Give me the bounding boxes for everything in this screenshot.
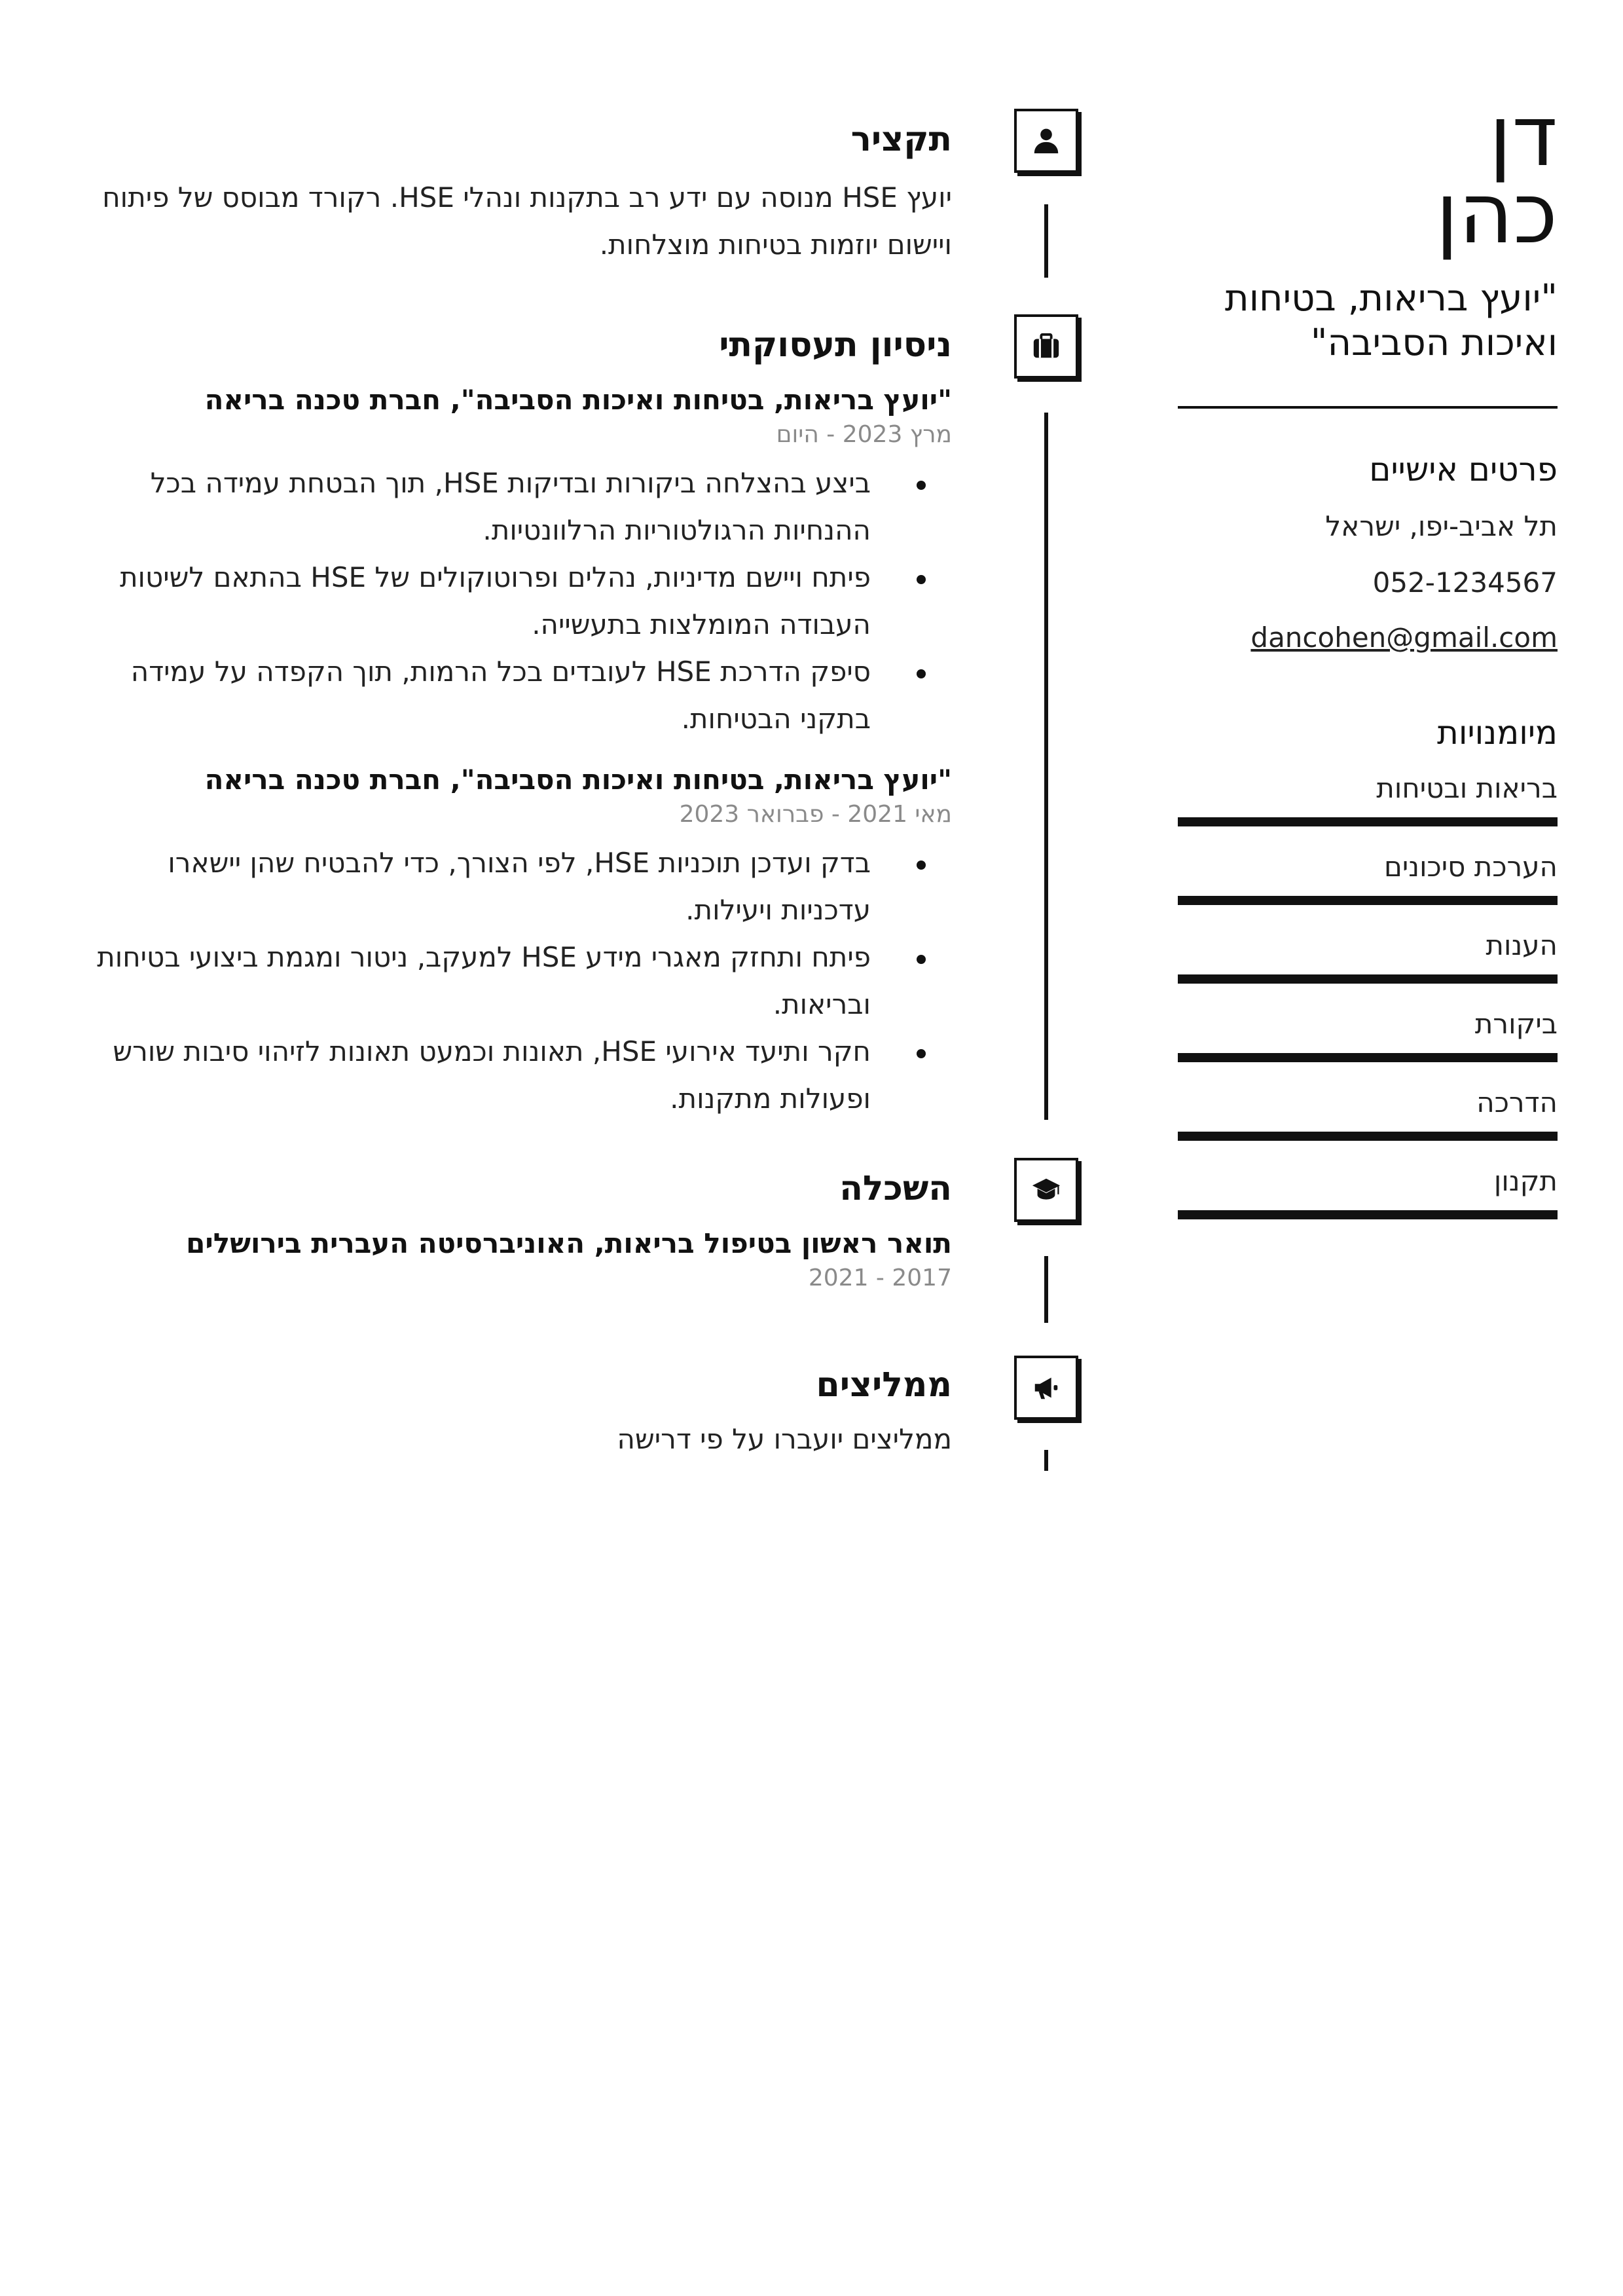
references-text: ממליצים יועברו על פי דרישה bbox=[617, 1423, 952, 1455]
bullet-line: ובריאות. bbox=[773, 988, 871, 1020]
skill-label: תקנון bbox=[1493, 1165, 1558, 1197]
job-bullets bbox=[88, 840, 952, 1122]
skill-item bbox=[1178, 927, 1558, 984]
skill-item bbox=[1178, 1163, 1558, 1219]
summary-title: תקציר bbox=[850, 120, 952, 159]
bullet-line: ההנחיות הרגולטוריות הרלוונטיות. bbox=[483, 514, 871, 546]
skills-list bbox=[1178, 770, 1558, 1219]
skill-item bbox=[1178, 849, 1558, 905]
skill-label: הערכת סיכונים bbox=[1384, 851, 1558, 883]
bullet-line: ופעולות מתקנות. bbox=[670, 1083, 871, 1115]
personal-details-heading: פרטים אישיים bbox=[1369, 451, 1558, 489]
timeline-line bbox=[1044, 1450, 1048, 1471]
briefcase-icon bbox=[1014, 314, 1078, 379]
bullet-line: סיפק הדרכת HSE לעובדים בכל הרמות, תוך הקפדה על עמידה bbox=[130, 656, 871, 688]
graduation-cap-icon bbox=[1014, 1158, 1078, 1222]
skill-label: ביקורת bbox=[1474, 1008, 1558, 1040]
bullet-line: עדכניות ויעילות. bbox=[685, 894, 871, 926]
references-title: ממליצים bbox=[816, 1365, 952, 1405]
education-section bbox=[88, 1166, 952, 1294]
full-name bbox=[1178, 88, 1558, 263]
summary-line-1: יועץ HSE מנוסה עם ידע רב בתקנות ונהלי HSE. רקורד מבוסס של פיתוח bbox=[102, 181, 952, 213]
job-dates: מאי 2021 - פברואר 2023 bbox=[679, 801, 952, 828]
timeline-line bbox=[1044, 204, 1048, 278]
skill-level-bar bbox=[1178, 1053, 1558, 1062]
bullet-item bbox=[88, 648, 952, 743]
summary-section bbox=[88, 117, 952, 268]
email-link[interactable]: dancohen@gmail.com bbox=[1250, 621, 1558, 654]
job-bullets bbox=[88, 460, 952, 743]
skill-level-bar bbox=[1178, 896, 1558, 905]
summary-text bbox=[88, 174, 952, 268]
job-title: "יועץ בריאות, בטיחות ואיכות הסביבה", חברת טכנה בריאה bbox=[204, 384, 952, 416]
bullet-line: פיתח ותחזק מאגרי מידע HSE למעקב, ניטור ומגמת ביצועי בטיחות bbox=[97, 941, 871, 973]
last-name: כהן bbox=[1435, 165, 1558, 263]
skill-item bbox=[1178, 1006, 1558, 1062]
education-title: השכלה bbox=[839, 1169, 952, 1208]
bullet-item bbox=[88, 554, 952, 648]
bullet-item bbox=[88, 934, 952, 1028]
experience-section bbox=[88, 322, 952, 1122]
job-headline bbox=[1178, 276, 1558, 365]
bullet-line: חקר ותיעד אירועי HSE, תאונות וכמעט תאונות לזיהוי סיבות שורש bbox=[113, 1035, 871, 1067]
sidebar-divider bbox=[1178, 406, 1558, 409]
skill-label: בריאות ובטיחות bbox=[1376, 772, 1558, 804]
education-dates: 2017 - 2021 bbox=[808, 1265, 952, 1291]
phone: 052-1234567 bbox=[1372, 566, 1558, 599]
skill-level-bar bbox=[1178, 1210, 1558, 1219]
bullet-item bbox=[88, 840, 952, 934]
bullet-line: פיתח ויישם מדיניות, נהלים ופרוטוקולים של HSE בהתאם לשיטות bbox=[119, 561, 871, 593]
bullet-line: ביצע בהצלחה ביקורות ובדיקות HSE, תוך הבטחת עמידה בכל bbox=[150, 467, 871, 499]
skill-label: הדרכה bbox=[1476, 1086, 1558, 1119]
job-dates: מרץ 2023 - היום bbox=[776, 421, 952, 448]
bullet-line: בתקני הבטיחות. bbox=[681, 703, 871, 735]
job-entry bbox=[88, 761, 952, 1122]
bullet-line: בדק ועדכן תוכניות HSE, לפי הצורך, כדי להבטיח שהן יישארו bbox=[168, 847, 871, 879]
job-title: "יועץ בריאות, בטיחות ואיכות הסביבה", חברת טכנה בריאה bbox=[204, 764, 952, 796]
skills-heading: מיומנויות bbox=[1436, 714, 1558, 752]
skill-label: הענות bbox=[1486, 929, 1558, 961]
summary-line-2: ויישום יוזמות בטיחות מוצלחות. bbox=[599, 229, 952, 261]
timeline-line bbox=[1044, 413, 1048, 1120]
headline-line-1: "יועץ בריאות, בטיחות bbox=[1224, 277, 1558, 320]
experience-title: ניסיון תעסוקתי bbox=[719, 325, 952, 365]
headline-line-2: ואיכות הסביבה" bbox=[1310, 322, 1558, 364]
megaphone-icon bbox=[1014, 1356, 1078, 1420]
skill-level-bar bbox=[1178, 817, 1558, 826]
first-name: דן bbox=[1489, 88, 1558, 185]
user-icon bbox=[1014, 109, 1078, 173]
sidebar bbox=[1178, 88, 1558, 1219]
bullet-line: העבודה המומלצות בתעשייה. bbox=[532, 608, 871, 640]
location: תל אביב-יפו, ישראל bbox=[1325, 510, 1558, 542]
skill-item bbox=[1178, 770, 1558, 826]
skill-level-bar bbox=[1178, 1132, 1558, 1141]
bullet-item bbox=[88, 460, 952, 554]
references-section bbox=[88, 1362, 952, 1463]
degree: תואר ראשון בטיפול בריאות, האוניברסיטה העברית בירושלים bbox=[186, 1227, 952, 1259]
skill-level-bar bbox=[1178, 974, 1558, 984]
timeline-line bbox=[1044, 1256, 1048, 1323]
skill-item bbox=[1178, 1084, 1558, 1141]
bullet-item bbox=[88, 1028, 952, 1122]
job-entry bbox=[88, 381, 952, 743]
